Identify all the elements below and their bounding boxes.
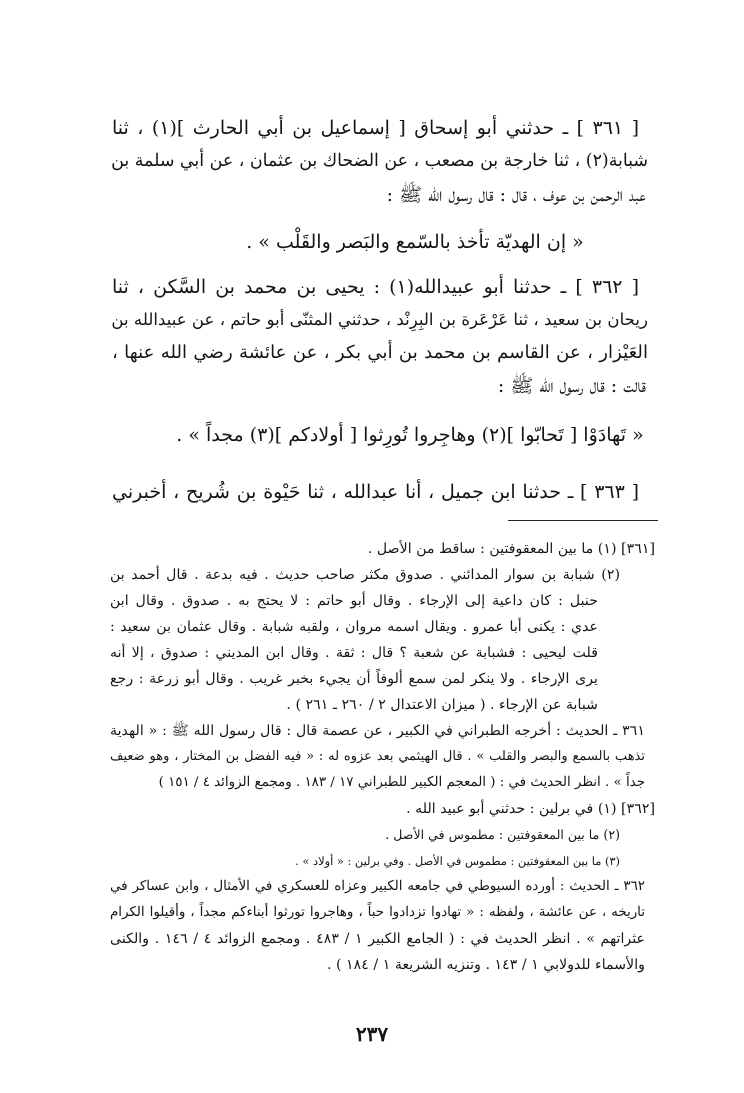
hadith-362-line-3: العَيْزار ، عن القاسم بن محمد بن أبي بكر ، عن عائشة رضي الله عنها ، <box>112 342 648 363</box>
footnote-362-1: [٣٦٢] (١) في برلين : حدثني أبو عبيد الله . <box>406 801 655 817</box>
hadith-361-line-2: شبابة(٢) ، ثنا خارجة بن مصعب ، عن الضحاك بن عثمان ، عن أبي سلمة بن <box>111 151 648 171</box>
hadith-361-line-1: [ ٣٦١ ] ـ حدثني أبو إسحاق [ إسماعيل بن أبي الحارث ](١) ، ثنا <box>112 117 640 139</box>
hadith-362-line-1: [ ٣٦٢ ] ـ حدثنا أبو عبيدالله(١) : يحيى بن محمد بن السَّكن ، ثنا <box>112 276 639 298</box>
hadith-362-line-2: ريحان بن سعيد ، ثنا عَرْعَرة بن البِرِنْد ، حدثني المثنّى أبو حاتم ، عن عبيدالله بن <box>111 310 648 329</box>
footnote-361-hadith-line-3: جداً » . انظر الحديث في : ( المعجم الكبير للطبراني ١٧ / ١٨٣ . ومجمع الزوائد ٤ / ١٥١ ) <box>158 775 645 790</box>
footnote-362-hadith-line-3: عثراتهم » . انظر الحديث في : ( الجامع الكبير ١ / ٤٨٣ . ومجمع الزوائد ٤ / ١٤٦ . والكنى <box>110 931 645 947</box>
footnote-361-2-line-3: عدي : يكنى أبا عمرو . ويقال اسمه مروان ، ولقبه شبابة . وقال عثمان بن سعيد : <box>110 619 598 635</box>
footnote-361-2-line-5: يرى الإرجاء . ولا ينكر لمن سمع ألوفاً أن يجيء بخبر غريب . وقال أبو زرعة : رجع <box>110 671 598 687</box>
page-number: ٢٣٧ <box>355 1022 389 1046</box>
footnote-362-3: (٣) ما بين المعقوفتين : مطموس في الأصل . وفي برلين : « أولاد » . <box>295 854 620 868</box>
footnote-362-hadith-line-4: والأسماء للدولابي ١ / ١٤٣ . وتنزيه الشريعة ١ / ١٨٤ ) . <box>326 957 645 973</box>
footnote-361-2-line-2: حنبل : كان داعية إلى الإرجاء . وقال أبو حاتم : لا يحتج به . صدوق . وقال ابن <box>110 593 598 609</box>
footnote-361-2-line-1: (٢) شبابة بن سوار المدائني . صدوق مكثر صاحب حديث . فيه بدعة . قال أحمد بن <box>110 567 620 583</box>
hadith-363-line-1: [ ٣٦٣ ] ـ حدثنا ابن جميل ، أنا عبدالله ، ثنا حَيْوة بن شُريح ، أخبرني <box>112 481 639 503</box>
hadith-362-line-4: قالت : قال رسول الله ﷺ : <box>497 375 646 397</box>
footnote-361-1: [٣٦١] (١) ما بين المعقوفتين : ساقط من الأصل . <box>367 541 655 557</box>
footnote-362-2: (٢) ما بين المعقوفتين : مطموس في الأصل . <box>385 827 620 842</box>
footnote-361-hadith-line-2: تذهب بالسمع والبصر والقلب » . قال الهيثمي بعد عزوه له : « فيه الفضل بن المختار ، وهو ضعيف <box>110 749 645 764</box>
footnote-361-2-line-6: شبابة عن الإرجاء . ( ميزان الاعتدال ٢ / ٢٦٠ ـ ٢٦١ ) . <box>286 697 598 713</box>
footnote-361-2-line-4: قلت ليحيى : فشبابة عن شعبة ؟ قال : ثقة . وقال ابن المديني : صدوق ، إلا أنه <box>110 645 598 661</box>
footnote-362-hadith-line-1: ٣٦٢ ـ الحديث : أورده السيوطي في جامعه الكبير وعزاه للعسكري في الأمثال ، وابن عساكر في <box>110 879 645 894</box>
hadith-361-line-3: عبد الرحمن بن عوف ، قال : قال رسول الله ﷺ : <box>386 184 646 206</box>
footnote-362-hadith-line-2: تاريخه ، عن عائشة ، ولفظه : « تهادوا تزدادوا حباً ، وهاجروا تورثوا أبناءكم مجداً ، وأقيلوا الكرام <box>110 905 645 920</box>
footnote-361-hadith-line-1: ٣٦١ ـ الحديث : أخرجه الطبراني في الكبير ، عن عصمة قال : قال رسول الله ﷺ : « الهدية <box>110 723 645 739</box>
footnote-divider <box>508 520 658 521</box>
hadith-361-saying: « إن الهديّة تأخذ بالسّمع والبَصر والقَلْب » . <box>246 231 584 253</box>
hadith-362-saying: « تَهادَوْا [ تَحابّوا ](٢) وهاجِروا تُورِثوا [ أولادكم ](٣) مجداً » . <box>176 424 644 446</box>
